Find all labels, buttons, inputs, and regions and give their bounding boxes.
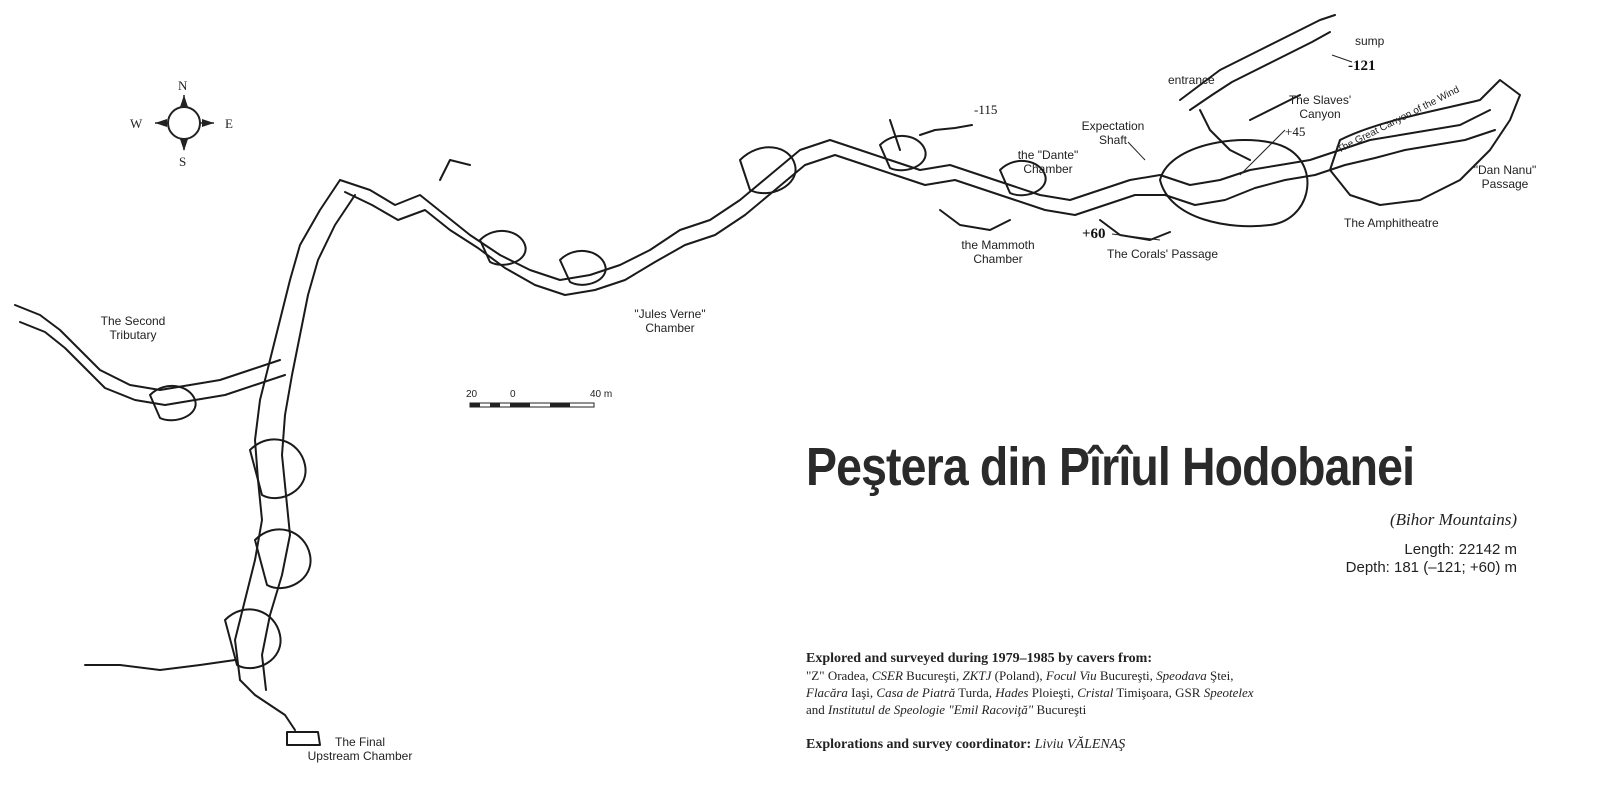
credits-line-1 xyxy=(806,667,1526,684)
label-final-upstream-chamber-2: Upstream Chamber xyxy=(307,749,413,763)
label-expectation-shaft-2: Shaft xyxy=(1098,133,1128,147)
label-mammoth-chamber-2: Chamber xyxy=(973,252,1023,266)
label-dan-nanu-passage-2: Passage xyxy=(1481,177,1529,191)
scale-bar xyxy=(470,403,594,407)
label-corals-passage: The Corals' Passage xyxy=(1107,247,1219,261)
label-sump: sump xyxy=(1355,34,1385,48)
map-title: Peştera din Pîrîul Hodobanei xyxy=(806,437,1415,497)
depth-label-115: -115 xyxy=(974,102,998,117)
credits-line-3 xyxy=(806,701,1526,718)
depth-label-45: +45 xyxy=(1285,124,1306,139)
credit-poland: (Poland), xyxy=(991,668,1046,683)
credit-hades: Hades xyxy=(995,685,1029,700)
credits-line-2 xyxy=(806,684,1526,701)
label-second-tributary-1: The Second xyxy=(100,314,166,328)
credit-casa-de-piatra: Casa de Piatră xyxy=(876,685,956,700)
depth-label-60: +60 xyxy=(1082,226,1106,242)
compass-east-label: E xyxy=(225,116,233,131)
credit-institutul: Institutul de Speologie "Emil Racoviţă" xyxy=(828,702,1034,717)
credit-iasi: Iaşi, xyxy=(847,685,877,700)
exploration-credits xyxy=(806,650,1526,718)
label-second-tributary-2: Tributary xyxy=(109,328,157,342)
credit-timisoara: Timişoara, GSR xyxy=(1113,685,1204,700)
label-slaves-canyon-2: Canyon xyxy=(1299,107,1341,121)
credit-stei: Ştei, xyxy=(1206,668,1234,683)
credit-and: and xyxy=(806,702,829,717)
credit-zktj: ZKTJ xyxy=(962,668,992,683)
cave-length: Length: 22142 m xyxy=(1404,541,1517,558)
label-jules-verne-chamber-1: "Jules Verne" xyxy=(634,307,706,321)
credit-flacara: Flacăra xyxy=(806,685,848,700)
credit-turda: Turda, xyxy=(955,685,996,700)
credit-cristal: Cristal xyxy=(1077,685,1114,700)
map-subtitle: (Bihor Mountains) xyxy=(1389,510,1517,529)
label-great-canyon-wind: The Great Canyon of the Wind xyxy=(1335,84,1462,156)
scale-label-mid: 0 xyxy=(510,389,516,400)
label-dante-chamber-1: the "Dante" xyxy=(1017,148,1079,162)
credit-bucuresti-3: Bucureşti xyxy=(1033,702,1087,717)
label-entrance: entrance xyxy=(1168,73,1215,87)
credit-focul-viu: Focul Viu xyxy=(1045,668,1097,683)
label-jules-verne-chamber-2: Chamber xyxy=(645,321,695,335)
cave-depth: Depth: 181 (–121; +60) m xyxy=(1345,559,1517,576)
credit-oradea: Oradea, xyxy=(824,668,872,683)
scale-label-left: 20 xyxy=(466,389,478,400)
credit-speotelex: Speotelex xyxy=(1203,685,1254,700)
label-dan-nanu-passage-1: "Dan Nanu" xyxy=(1473,163,1537,177)
label-amphitheatre: The Amphitheatre xyxy=(1344,216,1439,230)
coordinator-heading: Explorations and survey coordinator: xyxy=(806,737,1035,752)
label-mammoth-chamber-1: the Mammoth xyxy=(961,238,1035,252)
credit-bucuresti-2: Bucureşti, xyxy=(1096,668,1157,683)
credit-z: "Z" xyxy=(806,668,825,683)
survey-coordinator xyxy=(806,737,1125,753)
label-final-upstream-chamber-1: The Final xyxy=(334,735,386,749)
scale-label-right: 40 m xyxy=(590,389,613,400)
credit-ploiesti: Ploieşti, xyxy=(1028,685,1078,700)
label-slaves-canyon-1: The Slaves' xyxy=(1288,93,1352,107)
label-dante-chamber-2: Chamber xyxy=(1023,162,1073,176)
credit-bucuresti-1: Bucureşti, xyxy=(902,668,963,683)
credits-heading: Explored and surveyed during 1979–1985 by cavers from: xyxy=(806,651,1152,666)
compass-south-label: S xyxy=(179,154,187,169)
depth-label-121: -121 xyxy=(1348,58,1376,74)
credit-speodava: Speodava xyxy=(1156,668,1207,683)
compass-icon xyxy=(155,95,214,151)
label-expectation-shaft-1: Expectation xyxy=(1081,119,1145,133)
compass-north-label: N xyxy=(178,78,188,93)
compass-west-label: W xyxy=(130,116,143,131)
coordinator-name: Liviu VĂLENAŞ xyxy=(1034,737,1126,752)
credit-cser: CSER xyxy=(871,668,903,683)
